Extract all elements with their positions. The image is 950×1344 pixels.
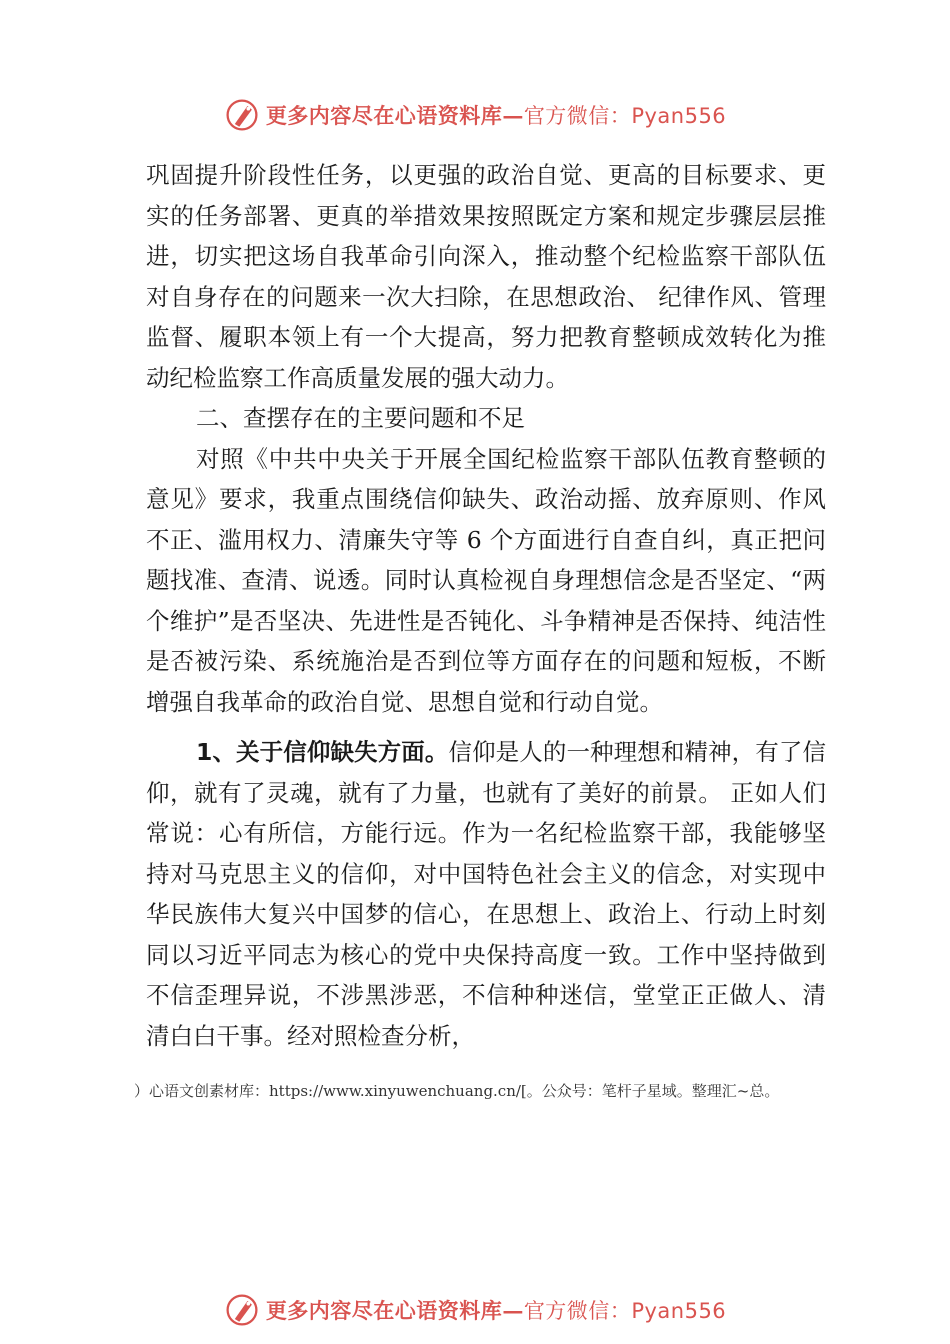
banner-text — [266, 1295, 726, 1325]
banner-wechat-label: 官方微信： — [523, 1299, 632, 1323]
banner-title: 更多内容尽在心语资料库 — [265, 1298, 503, 1323]
header-banner — [0, 95, 950, 135]
banner-dash: — — [502, 1298, 524, 1323]
banner-text — [266, 100, 726, 130]
section-heading: 二、查摆存在的主要问题和不足 — [196, 404, 525, 432]
section-paragraph: 对照《中共中央关于开展全国纪检监察干部队伍教育整顿的意见》要求，我重点围绕信仰缺失、政治动摇、放弃原则、作风不正、滥用权力、清廉失守等 6 个方面进行自查自纠，真正把问题找准、查清、说透。同时认真检视自身理想信念是否坚定、“两个维护”是否坚决、先进性是否钝化、斗争精神是否保持、纯洁性是否被污染、系统施治是否到位等方面存在的问题和短板，不断增强自我革命的政治自觉、思想自觉和行动自觉。 — [146, 444, 826, 716]
banner-wechat-label: 官方微信： — [523, 104, 632, 128]
pen-nib-logo-icon — [224, 1292, 260, 1328]
banner-account: Pyan556 — [631, 104, 727, 128]
footer-note: ）心语文创素材库：https://www.xinyuwenchuang.cn/[。公众号：笔杆子星域。整理汇~总。 — [134, 1082, 780, 1100]
footer-banner — [0, 1290, 950, 1330]
banner-title: 更多内容尽在心语资料库 — [265, 103, 503, 128]
banner-dash: — — [502, 103, 524, 128]
item-1-text: 信仰是人的一种理想和精神，有了信仰，就有了灵魂，就有了力量，也就有了美好的前景。 正如人们常说：心有所信，方能行远。作为一名纪检监察干部，我能够坚持对马克思主义的信仰，对中国特色社会主义的信念，对实现中华民族伟大复兴中国梦的信心，在思想上、政治上、行动上时刻同以习近平同志为核心的党中央保持高度一致。工作中坚持做到不信歪理异说，不涉黑涉恶，不信种种迷信，堂堂正正做人、清清白白干事。经对照检查分析， — [146, 738, 826, 1050]
continuation-paragraph: 巩固提升阶段性任务，以更强的政治自觉、更高的目标要求、更实的任务部署、更真的举措效果按照既定方案和规定步骤层层推进，切实把这场自我革命引向深入，推动整个纪检监察干部队伍对自身存在的问题来一次大扫除，在思想政治、 纪律作风、管理监督、履职本领上有一个大提高，努力把教育整顿成效转化为推动纪检监察工作高质量发展的强大动力。 — [146, 161, 826, 392]
banner-account: Pyan556 — [631, 1299, 727, 1323]
document-body — [146, 155, 826, 1056]
pen-nib-logo-icon — [224, 97, 260, 133]
item-1-lead: 1、关于信仰缺失方面。 — [196, 738, 449, 766]
item-1-paragraph — [146, 732, 826, 1056]
